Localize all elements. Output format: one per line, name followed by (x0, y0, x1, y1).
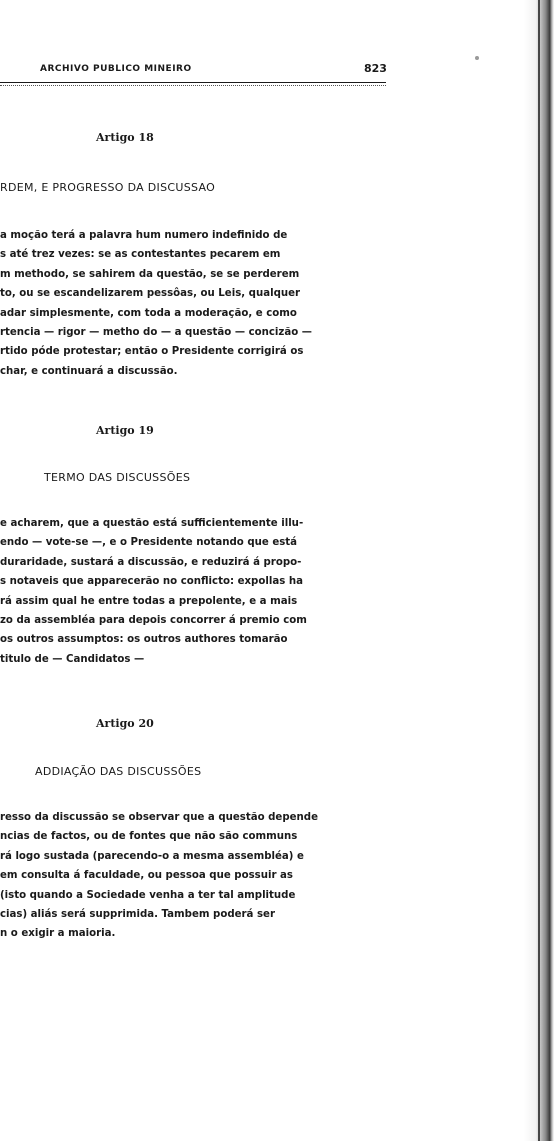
article-20-line: em consulta á faculdade, ou pessoa que possuir as (0, 870, 293, 882)
article-19-line: titulo de — Candidatos — (0, 653, 145, 665)
header-rule (0, 82, 386, 83)
article-20-line: cias) aliás será supprimida. Tambem poderá ser (0, 908, 275, 920)
article-20-line: (isto quando a Sociedade venha a ter tal amplitude (0, 889, 296, 901)
article-19-line: zo da assembléa para depois concorrer á premio com (0, 614, 307, 626)
article-19-line: os outros assumptos: os outros authores tomarão (0, 634, 288, 646)
article-18-heading: Artigo 18 (96, 131, 154, 144)
article-18-line: char, e continuará a discussão. (0, 365, 178, 377)
article-19-line: s notaveis que apparecerão no conflicto: expollas ha (0, 576, 303, 588)
article-19-line: duraridade, sustará a discussão, e reduzirá á propo- (0, 556, 302, 568)
article-19-body (0, 514, 400, 669)
running-head: ARCHIVO PUBLICO MINEIRO (40, 64, 192, 74)
article-18-line: s até trez vezes: se as contestantes pecarem em (0, 249, 281, 261)
article-18-line: a moção terá a palavra hum numero indefinido de (0, 230, 288, 241)
article-18-section-title: RDEM, E PROGRESSO DA DISCUSSAO (0, 181, 216, 194)
article-18-line: rtido póde protestar; então o Presidente corrigirá os (0, 346, 304, 358)
binding-gutter-line (538, 0, 540, 1141)
article-19-line: endo — vote-se —, e o Presidente notando que está (0, 537, 298, 549)
article-20-line: rá logo sustada (parecendo-o a mesma assembléa) e (0, 850, 304, 862)
article-18-line: m methodo, se sahirem da questão, se se perderem (0, 268, 300, 280)
article-20-line: ncias de factos, ou de fontes que não são communs (0, 831, 298, 843)
article-20-heading: Artigo 20 (96, 717, 154, 730)
page-number: 823 (364, 62, 387, 75)
article-19-section-title: TERMO DAS DISCUSSÕES (44, 471, 191, 484)
article-19-line: rá assim qual he entre todas a prepolente, e a mais (0, 595, 298, 607)
article-20-section-title: ADDIAÇÃO DAS DISCUSSÕES (35, 765, 202, 778)
article-18-line: rtencia — rigor — metho do — a questão — concizão — (0, 326, 312, 338)
article-20-line: n o exigir a maioria. (0, 928, 116, 940)
article-18-body (0, 226, 400, 381)
article-19-line: e acharem, que a questão está sufficientemente illu- (0, 518, 304, 529)
paper-speck (475, 56, 479, 60)
article-18-line: to, ou se escandelizarem pessôas, ou Leis, qualquer (0, 288, 301, 300)
article-19-heading: Artigo 19 (96, 424, 154, 437)
article-18-line: adar simplesmente, com toda a moderação, e como (0, 307, 297, 319)
article-20-line: resso da discussão se observar que a questão depende (0, 812, 318, 823)
article-20-body (0, 808, 400, 944)
header-rule-dotted (0, 85, 386, 86)
